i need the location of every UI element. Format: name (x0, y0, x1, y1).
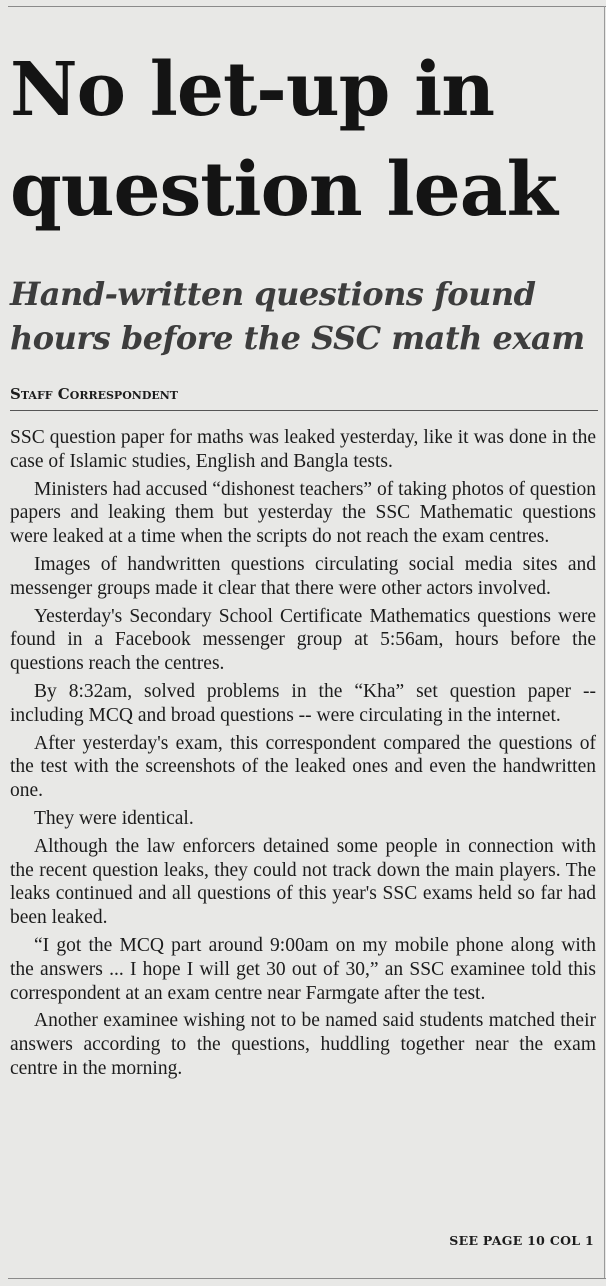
bottom-rule (8, 1278, 606, 1279)
article (10, 0, 598, 1286)
paragraph: “I got the MCQ part around 9:00am on my mobile phone along with the answers ... I hope I will get 30 out of 30,” an SSC examinee told this correspondent at an exam centre near Farmgate after the test. (10, 934, 596, 1004)
paragraph: They were identical. (34, 807, 194, 829)
paragraph: SSC question paper for maths was leaked yesterday, like it was done in the case of Islamic studies, English and Bangla tests. (10, 427, 596, 472)
byline-rule (10, 410, 598, 411)
byline: Staff Correspondent (10, 385, 178, 403)
column-rule (604, 6, 605, 1278)
paragraph: Yesterday's Secondary School Certificate Mathematics questions were found in a Facebook messenger group at 5:56am, hours before the questions reach the centres. (10, 605, 596, 675)
paragraph: After yesterday's exam, this correspondent compared the questions of the test with the screenshots of the leaked ones and even the handwritten one. (10, 732, 596, 802)
jump-line: SEE PAGE 10 COL 1 (449, 1233, 594, 1248)
paragraph: Although the law enforcers detained some people in connection with the recent question leaks, they could not track down the main players. The leaks continued and all questions of this year's SSC exams held so far had been leaked. (10, 835, 596, 929)
paragraph: Ministers had accused “dishonest teachers” of taking photos of question papers and leaking them but yesterday the SSC Mathematic questions were leaked at a time when the scripts do not reach the exam centres. (10, 478, 596, 548)
paragraph: Images of handwritten questions circulating social media sites and messenger groups made it clear that there were other actors involved. (10, 553, 596, 599)
paragraph: Another examinee wishing not to be named said students matched their answers according to the questions, huddling together near the exam centre in the morning. (10, 1010, 596, 1079)
deck-subheadline: Hand-written questions found hours before the SSC math exam (10, 275, 585, 357)
article-body (10, 426, 596, 1085)
headline: No let-up in question leak (10, 47, 557, 233)
paragraph: By 8:32am, solved problems in the “Kha” set question paper -- including MCQ and broad questions -- were circulating in the internet. (10, 680, 596, 726)
